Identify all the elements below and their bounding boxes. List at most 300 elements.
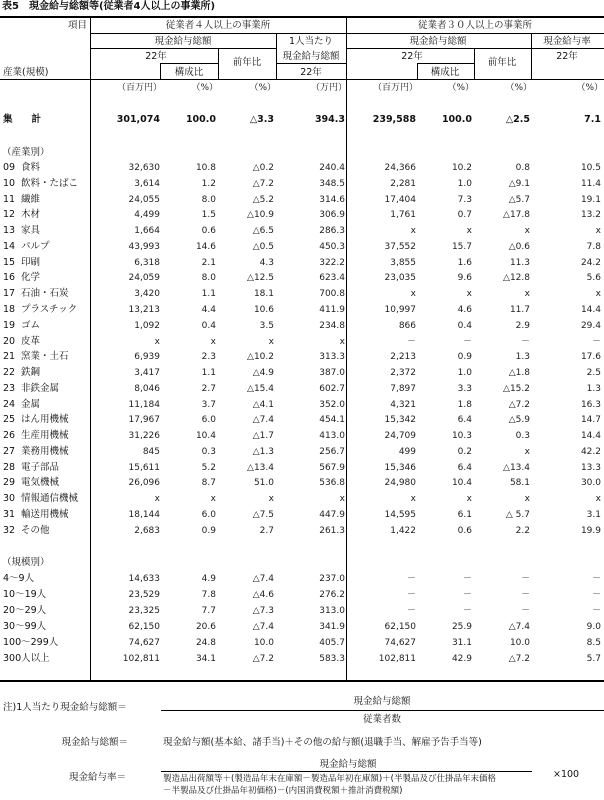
industry-code: 29 — [3, 477, 16, 489]
table-cell: 1,092 — [134, 320, 160, 331]
table-cell: 0.8 — [515, 163, 530, 173]
col-divider — [474, 48, 475, 79]
table-cell: 256.7 — [319, 446, 345, 457]
table-cell: △1.8 — [508, 368, 530, 378]
table-cell: x — [466, 289, 472, 300]
table-cell: △0.5 — [252, 241, 274, 252]
table-cell: △7.4 — [252, 574, 274, 584]
industry-code: 31 — [3, 508, 16, 520]
table-cell: 10.2 — [451, 163, 472, 173]
industry-name: 電子部品 — [21, 461, 60, 473]
industry-name: 木材 — [21, 209, 41, 221]
table-cell: 42.9 — [451, 653, 472, 664]
table-cell: x — [410, 289, 416, 300]
unit-label: （%） — [576, 83, 603, 93]
industry-name: 繊維 — [21, 193, 41, 205]
header-rule — [90, 33, 604, 34]
table-cell: 42.2 — [580, 446, 601, 457]
table-cell: △10.2 — [247, 352, 274, 363]
table-cell: 10.4 — [195, 431, 216, 442]
table-cell: 1,664 — [134, 226, 160, 237]
industry-name: 業務用機械 — [21, 445, 69, 457]
scale-name: 100～299人 — [3, 636, 59, 648]
table-cell: 4.6 — [457, 304, 472, 315]
table-cell: 25.9 — [451, 621, 472, 632]
total-label: 集 計 — [3, 114, 42, 125]
table-cell: 20.6 — [195, 621, 216, 632]
table-cell: 0.4 — [457, 320, 472, 331]
table-cell: 15,346 — [384, 462, 416, 473]
table-cell: 4,499 — [134, 210, 160, 221]
table-cell: 19.9 — [580, 525, 601, 536]
table-cell: 567.9 — [319, 462, 345, 473]
table-cell: 313.3 — [319, 352, 345, 363]
industry-name: 輸送用機械 — [21, 508, 69, 520]
industry-code: 15 — [3, 256, 16, 268]
table-cell: 3,420 — [134, 289, 160, 300]
table-cell: 2.7 — [259, 525, 274, 536]
table-cell: 13.2 — [580, 210, 601, 221]
industry-code: 32 — [3, 524, 16, 536]
table-cell: 2,372 — [390, 368, 416, 378]
table-cell: △6.5 — [252, 226, 274, 237]
table-cell: x — [524, 226, 530, 237]
table-cell: 58.1 — [509, 478, 530, 489]
table-cell: 7,897 — [390, 383, 416, 394]
table-cell: 24,366 — [384, 163, 416, 173]
note-rate-denominator-1: 製造品出荷額等＋(製造品年末在庫額－製造品年初在庫額)＋(半製品及び仕掛品年末価格 — [163, 774, 496, 784]
table-cell: 1.8 — [457, 399, 472, 410]
table-cell: 314.6 — [319, 194, 345, 205]
table-cell: 1.2 — [201, 178, 216, 189]
table-cell: △7.4 — [252, 415, 274, 426]
industry-name: ゴム — [21, 319, 41, 331]
table-cell: 74,627 — [128, 637, 160, 648]
header-rule — [417, 63, 474, 64]
table-cell: － — [520, 589, 530, 600]
table-cell: 31.1 — [451, 637, 472, 648]
header-share-4: 構成比 — [174, 67, 204, 78]
unit-label: （%） — [249, 83, 276, 93]
table-cell: x — [410, 226, 416, 237]
industry-code: 18 — [3, 303, 16, 315]
table-cell: 23,035 — [384, 273, 416, 284]
table-cell: 14,595 — [384, 509, 416, 520]
table-cell: 6.1 — [457, 509, 472, 520]
industry-code: 22 — [3, 367, 16, 378]
table-cell: 5.7 — [586, 653, 601, 664]
table-cell: 8.0 — [201, 194, 216, 205]
industry-code: 30 — [3, 493, 16, 505]
table-cell: 7.8 — [201, 589, 216, 600]
table-cell: 24,980 — [384, 478, 416, 489]
table-cell: 10.3 — [451, 431, 472, 442]
table-cell: 3.5 — [259, 320, 274, 331]
table-cell: x — [466, 494, 472, 505]
table-cell: 623.4 — [319, 273, 345, 284]
table-cell: 2.2 — [515, 525, 530, 536]
header-year-rate: 22年 — [556, 51, 578, 62]
industry-name: その他 — [21, 524, 50, 536]
header-rule — [346, 48, 604, 49]
industry-name: 飲料・たばこ — [21, 177, 79, 189]
table-cell: x — [339, 494, 345, 505]
table-cell: △9.1 — [508, 178, 530, 189]
total-value: 301,074 — [116, 114, 160, 125]
table-cell: 3,855 — [390, 257, 416, 268]
col-divider — [90, 17, 91, 681]
table-cell: 62,150 — [128, 621, 160, 632]
table-cell: x — [339, 336, 345, 347]
table-cell: 234.8 — [319, 320, 345, 331]
table-cell: 4.9 — [201, 574, 216, 584]
table-cell: 11.3 — [509, 257, 530, 268]
industry-heading: （産業別） — [2, 147, 50, 158]
table-cell: 413.0 — [319, 431, 345, 442]
table-cell: 18.1 — [253, 289, 274, 300]
note-rate-denominator-2: －半製品及び仕掛品年初価格)－(内国消費税額＋推計消費税額) — [163, 786, 403, 796]
industry-code: 09 — [3, 162, 16, 173]
table-cell: 7.7 — [201, 605, 216, 616]
total-value: 7.1 — [584, 114, 601, 125]
industry-name: 電気機械 — [21, 477, 60, 489]
table-cell: 11,184 — [128, 399, 160, 410]
industry-name: プラスチック — [21, 303, 78, 315]
table-cell: 6.4 — [457, 462, 472, 473]
table-cell: 450.3 — [319, 241, 345, 252]
header-year-30: 22年 — [401, 51, 423, 62]
table-cell: △4.6 — [252, 589, 274, 600]
table-cell: x — [466, 226, 472, 237]
header-rule — [90, 48, 276, 49]
table-cell: 6.4 — [457, 415, 472, 426]
table-cell: 23,325 — [128, 605, 160, 616]
industry-code: 21 — [3, 351, 16, 363]
table-cell: 261.3 — [319, 525, 345, 536]
header-share-30: 構成比 — [430, 67, 460, 78]
industry-code: 17 — [3, 288, 16, 300]
industry-name: 金属 — [21, 398, 41, 410]
header-wage-rate: 現金給与率 — [543, 36, 591, 47]
table-cell: 10,997 — [384, 304, 416, 315]
table-cell: － — [462, 336, 472, 347]
table-cell: － — [406, 336, 416, 347]
industry-code: 24 — [3, 398, 16, 410]
table-cell: 11.7 — [509, 304, 530, 315]
table-cell: 8.0 — [201, 273, 216, 284]
scale-name: 300人以上 — [3, 652, 50, 664]
table-cell: 3,417 — [134, 368, 160, 378]
table-cell: 24.2 — [580, 257, 601, 268]
total-value: 100.0 — [185, 114, 216, 125]
table-cell: 237.0 — [319, 574, 345, 584]
industry-name: 印刷 — [21, 256, 41, 268]
table-cell: － — [406, 605, 416, 616]
header-per-capita: 1人当たり — [288, 36, 334, 47]
table-cell: － — [406, 574, 416, 584]
table-cell: 1.1 — [201, 289, 216, 300]
table-cell: x — [268, 494, 274, 505]
scale-name: 4～9人 — [3, 573, 35, 584]
table-cell: 11.4 — [580, 178, 601, 189]
industry-code: 28 — [3, 461, 16, 473]
table-cell: － — [406, 589, 416, 600]
table-cell: △5.2 — [252, 194, 274, 205]
table-cell: x — [210, 494, 216, 505]
table-cell: x — [524, 289, 530, 300]
table-cell: x — [524, 494, 530, 505]
table-cell: 102,811 — [378, 653, 416, 664]
table-cell: 0.9 — [201, 525, 216, 536]
header-group-30: 従業者３０人以上の事業所 — [417, 20, 533, 31]
table-cell: 3.3 — [457, 383, 472, 394]
table-cell: 602.7 — [319, 383, 345, 394]
scale-name: 10～19人 — [3, 588, 47, 600]
scale-name: 20～29人 — [3, 604, 47, 616]
note-rate-numerator: 現金給与総額 — [319, 759, 377, 770]
table-cell: 0.4 — [201, 320, 216, 331]
table-cell: △7.4 — [508, 621, 530, 632]
table-cell: △7.2 — [508, 653, 530, 664]
note-total-definition: 現金給与額(基本給、諸手当)＋その他の給与額(退職手当、解雇予告手当等) — [163, 737, 482, 748]
table-cell: 7.8 — [586, 241, 601, 252]
table-cell: 387.0 — [319, 368, 345, 378]
fraction-bar — [161, 771, 532, 772]
table-cell: 1.0 — [457, 368, 472, 378]
table-cell: △15.4 — [247, 383, 274, 394]
table-cell: 15,611 — [128, 462, 160, 473]
table-cell: － — [591, 589, 601, 600]
table-cell: － — [462, 574, 472, 584]
table-cell: 2.3 — [201, 352, 216, 363]
table-cell: 18,144 — [128, 509, 160, 520]
table-cell: 2,281 — [390, 178, 416, 189]
table-cell: △7.5 — [252, 509, 274, 520]
header-industry-scale: 産業(規模) — [3, 67, 49, 78]
table-cell: 240.4 — [319, 163, 345, 173]
table-cell: 348.5 — [319, 178, 345, 189]
table-cell: 24.8 — [195, 637, 216, 648]
table-cell: △4.1 — [252, 399, 274, 410]
table-cell: 5.2 — [201, 462, 216, 473]
header-rule — [276, 63, 346, 64]
table-cell: － — [591, 574, 601, 584]
table-cell: 6,318 — [134, 257, 160, 268]
table-cell: x — [524, 446, 530, 457]
table-cell: 26,096 — [128, 478, 160, 489]
note-rate-label: 現金給与率＝ — [68, 772, 126, 783]
table-cell: － — [462, 605, 472, 616]
table-cell: 0.2 — [457, 446, 472, 457]
table-cell: 0.9 — [457, 352, 472, 363]
table-cell: △4.9 — [252, 368, 274, 378]
unit-label: （百万円） — [372, 83, 418, 93]
note-per-capita-numerator: 現金給与総額 — [353, 696, 411, 707]
table-cell: 34.1 — [195, 653, 216, 664]
col-divider — [218, 48, 219, 79]
table-cell: 24,709 — [384, 431, 416, 442]
total-value: 239,588 — [372, 114, 416, 125]
table-cell: 14.6 — [195, 241, 216, 252]
table-cell: x — [210, 336, 216, 347]
table-cell: 9.0 — [586, 621, 601, 632]
table-cell: 0.3 — [515, 431, 530, 442]
fraction-bar — [161, 710, 604, 711]
table-cell: 10.6 — [253, 304, 274, 315]
table-cell: x — [595, 226, 601, 237]
table-cell: － — [591, 605, 601, 616]
table-cell: 7.3 — [457, 194, 472, 205]
header-item: 項目 — [67, 20, 87, 31]
header-yoy-4: 前年比 — [232, 57, 262, 68]
table-cell: 1.3 — [586, 383, 601, 394]
table-cell: △13.4 — [247, 462, 274, 473]
unit-label: （%） — [447, 83, 474, 93]
table-cell: x — [410, 494, 416, 505]
table-cell: 454.1 — [319, 415, 345, 426]
table-cell: 8,046 — [134, 383, 160, 394]
table-cell: 3.7 — [201, 399, 216, 410]
table-cell: x — [595, 494, 601, 505]
table-cell: 1,761 — [390, 210, 416, 221]
table-cell: 2.9 — [515, 320, 530, 331]
table-cell: 866 — [398, 320, 416, 331]
table-cell: 286.3 — [319, 226, 345, 237]
table-cell: 313.0 — [319, 605, 345, 616]
table-cell: 341.9 — [319, 621, 345, 632]
table-cell: － — [520, 336, 530, 347]
table-cell: 0.3 — [201, 446, 216, 457]
industry-code: 12 — [3, 209, 16, 221]
table-cell: 23,529 — [128, 589, 160, 600]
table-cell: 306.9 — [319, 210, 345, 221]
table-cell: x — [154, 494, 160, 505]
table-cell: 29.4 — [580, 320, 601, 331]
industry-code: 11 — [3, 193, 16, 205]
industry-name: 鉄鋼 — [21, 367, 41, 378]
table-cell: 43,993 — [128, 241, 160, 252]
industry-name: パルプ — [21, 240, 50, 252]
table-cell: － — [591, 336, 601, 347]
table-cell: 4.3 — [259, 257, 274, 268]
total-value: 100.0 — [441, 114, 472, 125]
table-cell: － — [462, 589, 472, 600]
table-cell: 276.2 — [319, 589, 345, 600]
table-cell: 14.4 — [580, 431, 601, 442]
table-cell: 499 — [398, 446, 416, 457]
table-cell: △15.2 — [503, 383, 530, 394]
header-year-4: 22年 — [145, 51, 167, 62]
table-cell: 2.7 — [201, 383, 216, 394]
table-cell: △7.2 — [508, 399, 530, 410]
table-cell: 14,633 — [128, 574, 160, 584]
industry-name: 情報通信機械 — [21, 493, 79, 505]
table-cell: 17.6 — [580, 352, 601, 363]
industry-name: 窯業・土石 — [21, 351, 69, 363]
table-cell: 17,967 — [128, 415, 160, 426]
industry-name: はん用機械 — [21, 414, 69, 426]
table-cell: 4,321 — [390, 399, 416, 410]
total-value: △2.5 — [505, 114, 530, 125]
scale-name: 30～99人 — [3, 620, 47, 632]
table-cell: 13,213 — [128, 304, 160, 315]
table-cell: 10.4 — [451, 478, 472, 489]
table-cell: △7.2 — [252, 178, 274, 189]
table-cell: 24,059 — [128, 273, 160, 284]
table-cell: 3.1 — [586, 509, 601, 520]
industry-name: 化学 — [21, 272, 41, 284]
table-cell: △17.8 — [503, 210, 530, 221]
table-cell: 102,811 — [122, 653, 160, 664]
col-divider — [417, 63, 418, 79]
unit-label: （%） — [505, 83, 532, 93]
table-cell: 3,614 — [134, 178, 160, 189]
table-cell: 1,422 — [390, 525, 416, 536]
industry-name: 生産用機械 — [21, 430, 69, 442]
table-cell: △5.7 — [508, 194, 530, 205]
table-cell: 4.4 — [201, 304, 216, 315]
header-rule — [160, 63, 218, 64]
header-total-wages-4: 現金給与総額 — [154, 36, 212, 47]
industry-code: 19 — [3, 319, 16, 331]
table-cell: △7.3 — [252, 605, 274, 616]
table-cell: △ 5.7 — [505, 509, 530, 520]
table-cell: 62,150 — [384, 621, 416, 632]
table-cell: 9.6 — [457, 273, 472, 284]
unit-label: （%） — [191, 83, 218, 93]
table-cell: 405.7 — [319, 637, 345, 648]
table-cell: 13.3 — [580, 462, 601, 473]
table-cell: 1.6 — [457, 257, 472, 268]
industry-name: 食料 — [21, 162, 41, 173]
table-cell: 2.1 — [201, 257, 216, 268]
col-divider — [160, 63, 161, 79]
table-cell: 15,342 — [384, 415, 416, 426]
table-cell: 10.0 — [509, 637, 530, 648]
table-cell: 0.6 — [201, 226, 216, 237]
table-cell: 583.3 — [319, 653, 345, 664]
table-cell: 30.0 — [580, 478, 601, 489]
industry-name: 石油・石炭 — [21, 288, 69, 300]
table-cell: 14.7 — [580, 415, 601, 426]
note-per-capita-label: 注)1人当たり現金給与総額＝ — [3, 702, 127, 713]
industry-code: 14 — [3, 240, 16, 252]
industry-name: 非鉄金属 — [21, 382, 60, 394]
table-cell: 700.8 — [319, 289, 345, 300]
table-cell: － — [520, 574, 530, 584]
table-cell: △0.6 — [508, 241, 530, 252]
table-cell: 10.0 — [253, 637, 274, 648]
table-cell: 845 — [142, 446, 160, 457]
table-cell: 6.0 — [201, 415, 216, 426]
industry-code: 23 — [3, 382, 16, 394]
table-cell: 14.4 — [580, 304, 601, 315]
total-value: △3.3 — [249, 114, 274, 125]
table-cell: 0.7 — [457, 210, 472, 221]
table-cell: x — [268, 336, 274, 347]
table-cell: 2,683 — [134, 525, 160, 536]
unit-label: （万円） — [310, 83, 347, 93]
scale-heading: （規模別） — [2, 557, 50, 568]
table-cell: 24,055 — [128, 194, 160, 205]
table-cell: △7.2 — [252, 653, 274, 664]
col-divider — [531, 33, 532, 79]
industry-code: 13 — [3, 225, 16, 237]
industry-name: 皮革 — [21, 335, 41, 347]
col-divider — [346, 17, 347, 681]
table-cell: △5.9 — [508, 415, 530, 426]
note-total-label: 現金給与総額＝ — [61, 737, 128, 748]
